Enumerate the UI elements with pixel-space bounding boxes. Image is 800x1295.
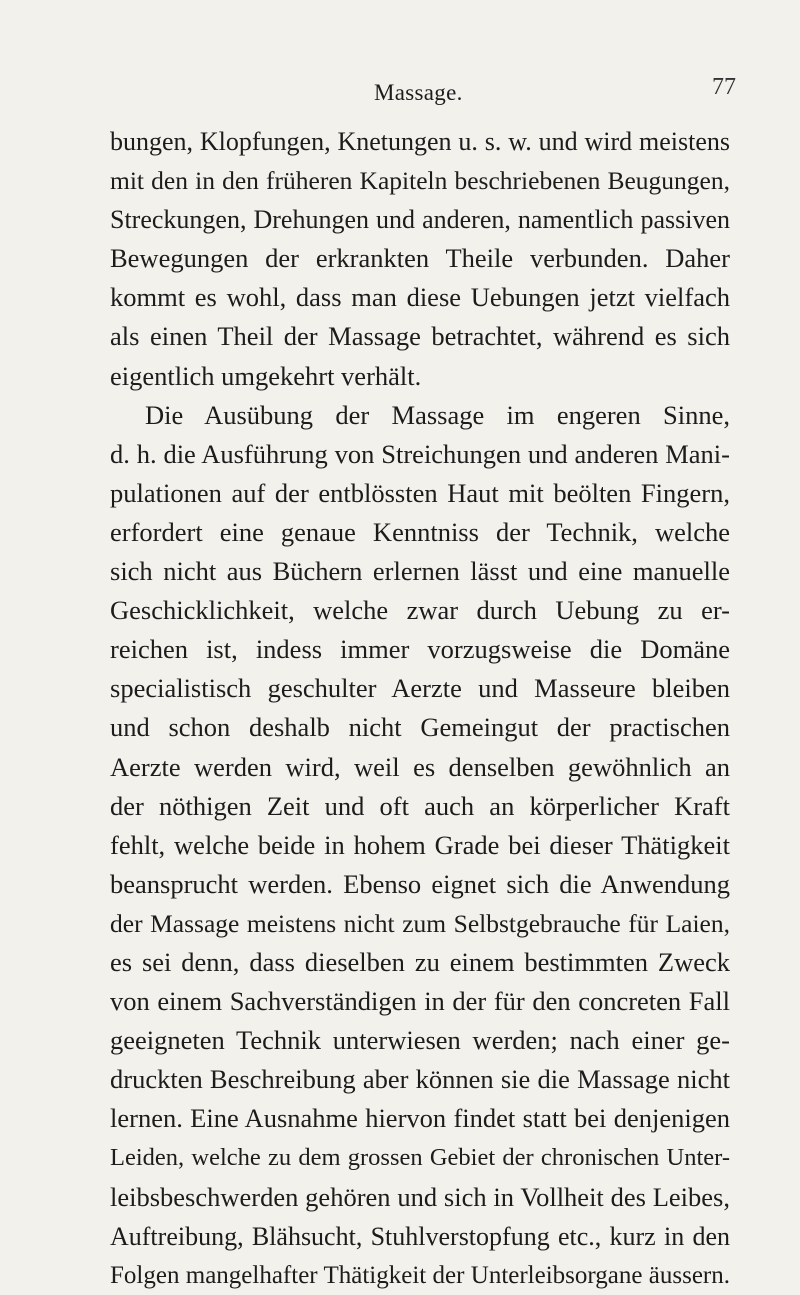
text-line: Geschicklichkeit, welche zwar durch Uebung zu er- — [110, 595, 730, 626]
text-line: kommt es wohl, dass man diese Uebungen jetzt vielfach — [110, 282, 730, 313]
text-line: Bewegungen der erkrankten Theile verbunden. Daher — [110, 243, 730, 274]
text-line: und schon deshalb nicht Gemeingut der practischen — [110, 712, 730, 743]
text-line: specialistisch geschulter Aerzte und Masseure bleiben — [110, 673, 730, 704]
text-line: Die Ausübung der Massage im engeren Sinne, — [145, 399, 730, 430]
text-line: Streckungen, Drehungen und anderen, namentlich passiven — [110, 205, 730, 235]
text-line: pulationen auf der entblössten Haut mit beölten Fingern, — [110, 477, 730, 508]
text-line: der nöthigen Zeit und oft auch an körperlicher Kraft — [110, 790, 730, 821]
text-line: bungen, Klopfungen, Knetungen u. s. w. und wird meistens — [110, 127, 730, 156]
text-line: leibsbeschwerden gehören und sich in Vollheit des Leibes, — [110, 1181, 730, 1212]
page-header — [0, 74, 800, 114]
text-line: geeigneten Technik unterwiesen werden; nach einer ge- — [110, 1025, 730, 1056]
running-title: Massage. — [374, 80, 463, 105]
text-line: Auftreibung, Blähsucht, Stuhlverstopfung etc., kurz in den — [110, 1221, 730, 1251]
text-line: von einem Sachverständigen in der für den concreten Fall — [110, 986, 730, 1017]
text-line: es sei denn, dass dieselben zu einem bestimmten Zweck — [110, 946, 730, 977]
text-line: sich nicht aus Büchern erlernen lässt und eine manuelle — [110, 556, 730, 587]
text-line: der Massage meistens nicht zum Selbstgebrauche für Laien, — [110, 908, 730, 938]
text-line: beansprucht werden. Ebenso eignet sich die Anwendung — [110, 868, 730, 899]
text-line: reichen ist, indess immer vorzugsweise die Domäne — [110, 634, 730, 665]
text-line: Leiden, welche zu dem grossen Gebiet der chronischen Unter- — [110, 1144, 730, 1172]
text-line: fehlt, welche beide in hohem Grade bei dieser Thätigkeit — [110, 829, 730, 860]
text-line: eigentlich umgekehrt verhält. — [110, 360, 422, 391]
text-line: Aerzte werden wird, weil es denselben gewöhnlich an — [110, 751, 730, 782]
text-line: als einen Theil der Massage betrachtet, während es sich — [110, 321, 730, 352]
text-line: Folgen mangelhafter Thätigkeit der Unterleibsorgane äussern. — [110, 1261, 730, 1289]
page-number: 77 — [712, 74, 736, 100]
text-line: lernen. Eine Ausnahme hiervon findet statt bei denjenigen — [110, 1103, 730, 1134]
text-line: druckten Beschreibung aber können sie die Massage nicht — [110, 1064, 730, 1095]
text-line: d. h. die Ausführung von Streichungen und anderen Mani- — [110, 438, 730, 469]
text-line: mit den in den früheren Kapiteln beschriebenen Beugungen, — [110, 166, 730, 196]
body-text — [110, 122, 730, 1295]
text-line: erfordert eine genaue Kenntniss der Technik, welche — [110, 516, 730, 547]
